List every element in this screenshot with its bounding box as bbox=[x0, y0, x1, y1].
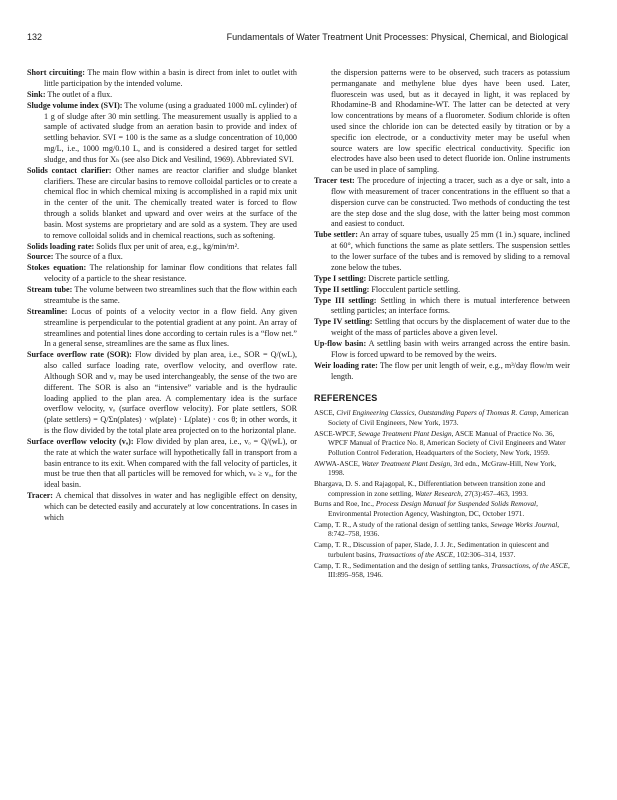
glossary-term: Solids loading rate: bbox=[27, 241, 95, 251]
reference-text: ASCE, bbox=[314, 408, 337, 418]
reference-item bbox=[314, 561, 570, 580]
glossary-definition: Settling that occurs by the displacement of water due to the weight of the mass of particles above a given level. bbox=[331, 317, 571, 338]
glossary-definition: The relationship for laminar flow conditions that relates fall velocity of a particle to the shear resistance. bbox=[44, 263, 297, 284]
glossary-term: Sink: bbox=[27, 89, 46, 99]
glossary-term: Surface overflow velocity (vₒ): bbox=[27, 436, 134, 446]
glossary-definition: Solids flux per unit of area, e.g., kg/min/m². bbox=[96, 241, 240, 251]
glossary-term: Tracer test: bbox=[314, 176, 355, 186]
glossary-term: Short circuiting: bbox=[27, 68, 85, 77]
right-column bbox=[314, 68, 570, 581]
right-glossary bbox=[314, 176, 570, 382]
reference-item bbox=[314, 459, 570, 478]
reference-title: Transactions of the ASCE bbox=[378, 549, 454, 559]
glossary-entry bbox=[27, 285, 297, 307]
glossary-term: Type IV settling: bbox=[314, 317, 373, 327]
glossary-entry bbox=[314, 176, 570, 230]
glossary-term: Type II settling: bbox=[314, 284, 370, 294]
glossary-term: Tube settler: bbox=[314, 230, 358, 240]
glossary-definition: The volume (using a graduated 1000 mL cylinder) of 1 g of sludge after 30 min settling. The measurement usually is applied to a sample of activated sludge from an aeration basin to provide and index of settling behavior. SVI = 100 is the same as a sludge concentration of 10,000 mg/L, i.e., 1000 mg/0.10 L, and is considered a desired target for settled sludge, and thus for Xₕ (see also Dick and Vesilind, 1969). Abbreviated SVI. bbox=[44, 100, 298, 164]
glossary-definition: Settling in which there is mutual interference between settling particles; an interface forms. bbox=[331, 295, 570, 316]
glossary-definition: Flow divided by plan area, i.e., SOR = Q/(wL), also called surface loading rate, overflow velocity, and overflow rate. Although SOR and vₒ may be used interchangeably, the sense of the two are different. The SOR is also an “intensive” variable and is the hydraulic loading applied to the plan area. A complementary idea is the surface overflow velocity, vₒ (surface overflow velocity). For plate settlers, SOR (plate settlers) = Q/Σn(plates) · w(plate) · L(plate) · cos θ; in other words, it is the flow divided by the total plate area projected on to the horizontal plane. bbox=[44, 350, 297, 435]
reference-text: Camp, T. R., Sedimentation and the design of settling tanks, bbox=[314, 560, 492, 570]
glossary-term: Streamline: bbox=[27, 307, 68, 317]
glossary-definition: Other names are reactor clarifier and sludge blanket clarifiers. These are circular basins to remove colloidal particles or to create a chemical floc in which chemical mixing is accomplished in a rapid mix unit in the center of the unit. The chemically treated water is forced to flow through a solids blanket and upward and over weirs at the surface of the basin. Most systems are proprietary and are sold as a system. They are used to remove colloidal solids and in chemical reactions, such as softening. bbox=[44, 165, 298, 240]
reference-title: Sewage Works Journal bbox=[490, 519, 558, 529]
reference-text: Camp, T. R., A study of the rational design of settling tanks, bbox=[314, 519, 491, 529]
glossary-entry bbox=[314, 230, 570, 273]
glossary-entry bbox=[27, 242, 297, 253]
glossary-entry bbox=[27, 263, 297, 285]
reference-title: Process Design Manual for Suspended Solids Removal bbox=[375, 499, 537, 509]
reference-text: , III:895–958, 1946. bbox=[328, 560, 570, 580]
glossary-definition: The flow per unit length of weir, e.g., m³/day flow/m weir length. bbox=[331, 361, 570, 381]
glossary-definition: Discrete particle settling. bbox=[368, 273, 450, 283]
reference-item bbox=[314, 479, 570, 498]
reference-text: , 102:306–314, 1937. bbox=[453, 549, 516, 559]
glossary-term: Solids contact clarifier: bbox=[27, 165, 112, 175]
glossary-term: Sludge volume index (SVI): bbox=[27, 100, 123, 110]
glossary-entry bbox=[314, 274, 570, 285]
reference-item bbox=[314, 499, 570, 518]
left-column bbox=[27, 68, 297, 524]
glossary-definition: The source of a flux. bbox=[55, 252, 123, 262]
page-header bbox=[27, 32, 568, 46]
reference-title: Water Treatment Plant Design bbox=[361, 458, 451, 468]
glossary-term: Surface overflow rate (SOR): bbox=[27, 350, 132, 360]
reference-text: Burns and Roe, Inc., bbox=[314, 499, 376, 509]
reference-text: Bhargava, D. S. and Rajagopal, K., Differentiation between transition zone and compression in zone settling, bbox=[314, 479, 546, 498]
reference-item bbox=[314, 520, 570, 539]
glossary-term: Weir loading rate: bbox=[314, 361, 378, 371]
glossary-term: Stokes equation: bbox=[27, 263, 87, 273]
glossary-entry bbox=[314, 317, 570, 339]
glossary-entry bbox=[314, 361, 570, 383]
glossary-term: Type III settling: bbox=[314, 295, 377, 305]
glossary-entry bbox=[27, 68, 297, 90]
references-heading: REFERENCES bbox=[314, 392, 378, 403]
glossary-entry bbox=[27, 491, 297, 523]
glossary-definition: The volume between two streamlines such that the flow within each streamtube is the same. bbox=[44, 285, 297, 306]
reference-text: , 27(3):457–463, 1993. bbox=[460, 488, 528, 498]
reference-text: , American Society of Civil Engineers, New York, 1973. bbox=[328, 408, 569, 427]
glossary-term: Stream tube: bbox=[27, 285, 73, 295]
glossary-definition: An array of square tubes, usually 25 mm (1 in.) square, inclined at 60°, which functions the same as plate settlers. The suspension settles to the lower surface of the tubes and is removed by sliding to a removal zone below the tubes. bbox=[331, 230, 570, 272]
glossary-definition: A settling basin with weirs arranged across the entire basin. Flow is forced upward to be removed by the weirs. bbox=[331, 339, 570, 360]
glossary-definition: The procedure of injecting a tracer, such as a dye or salt, into a flow with measurement of tracer concentrations in the effluent so that a dispersion curve can be constructed. Two methods of conducting the test are the step dose and the slug dose, with the latter being most common and easiest to conduct. bbox=[331, 176, 571, 229]
glossary-entry bbox=[27, 252, 297, 263]
glossary-entry bbox=[314, 285, 570, 296]
reference-title: Civil Engineering Classics, Outstanding Papers of Thomas R. Camp bbox=[336, 408, 537, 418]
reference-item bbox=[314, 408, 570, 427]
glossary-definition: The main flow within a basin is direct from inlet to outlet with little participation by the intended volume. bbox=[44, 68, 297, 88]
reference-item bbox=[314, 540, 570, 559]
reference-text: Camp, T. R., Discussion of paper, Slade, J. J. Jr., Sedimentation in quiescent and turbulent basins, bbox=[314, 540, 549, 559]
glossary-term: Source: bbox=[27, 252, 54, 262]
glossary-term: Type I settling: bbox=[314, 273, 367, 283]
glossary-definition: Locus of points of a velocity vector in a flow field. Any given streamline is perpendicular to the potential gradient at any point. An array of streamlines and potential lines done according to certain rules is a “flow net.” In a general sense, streamlines are the same as flux lines. bbox=[44, 307, 298, 349]
glossary-entry bbox=[27, 90, 297, 101]
running-title: Fundamentals of Water Treatment Unit Processes: Physical, Chemical, and Biological bbox=[226, 32, 568, 42]
reference-text: AWWA-ASCE, bbox=[314, 458, 362, 468]
glossary-definition: Flow divided by plan area, i.e., vₒ = Q/(wL), or the rate at which the water surface will hypothetically fall in transport from a basin entrance to its exit. When compared with the fall velocity of particles, it must be true then that all particles will be removed for which, vₛ ≥ vₒ, for the ideal basin. bbox=[44, 436, 298, 490]
glossary-definition: A chemical that dissolves in water and has negligible effect on density, which can be detected easily and accurately at low concentrations. In cases in which bbox=[44, 491, 297, 522]
glossary-term: Tracer: bbox=[27, 491, 54, 501]
reference-text: ASCE-WPCF, bbox=[314, 428, 359, 438]
glossary-entry bbox=[27, 101, 297, 166]
reference-text: , ASCE Manual of Practice No. 36, WPCF Manual of Practice No. 8, American Society of Civil Engineers and Water Pollution Control Federation, Headquarters of the Society, New York, 1959. bbox=[328, 428, 566, 457]
glossary-definition: The outlet of a flux. bbox=[47, 89, 113, 99]
glossary-entry bbox=[27, 437, 297, 491]
page-number: 132 bbox=[27, 32, 43, 42]
glossary-entry bbox=[314, 296, 570, 318]
reference-text: , Environmental Protection Agency, Washington, DC, October 1971. bbox=[328, 499, 538, 518]
glossary-entry bbox=[27, 166, 297, 242]
glossary-definition: Flocculent particle settling. bbox=[371, 284, 461, 294]
reference-title: Sewage Treatment Plant Design bbox=[358, 428, 452, 438]
reference-text: , 3rd edn., McGraw-Hill, New York, 1998. bbox=[328, 458, 557, 478]
reference-item bbox=[314, 429, 570, 458]
glossary-entry bbox=[27, 307, 297, 350]
reference-title: Transactions, of the ASCE bbox=[491, 560, 568, 570]
tracer-continuation: the dispersion patterns were to be observed, such tracers as potassium permanganate and methylene blue dyes have been used. Later, fluorescein was used, but as it decayed in light, it was replaced by Rhodamine-B and Rhodamine-WT. The latter can be detected at very low concentrations by means of a fluorometer. Sodium chloride is often used since the chloride ion can be detected easily by titration or by a specific ion electrode, or a conductivity meter may be useful when source waters are low specific electrical conductivity. Specific ion electrodes have also been used to detect fluoride ion. Online instruments can be used in place of sampling. bbox=[331, 68, 570, 175]
reference-text: , 8:742–758, 1936. bbox=[328, 519, 560, 539]
glossary-entry bbox=[314, 339, 570, 361]
glossary-entry bbox=[27, 350, 297, 436]
reference-title: Water Research bbox=[414, 488, 461, 498]
glossary-term: Up-flow basin: bbox=[314, 339, 367, 349]
references-list bbox=[314, 408, 570, 579]
